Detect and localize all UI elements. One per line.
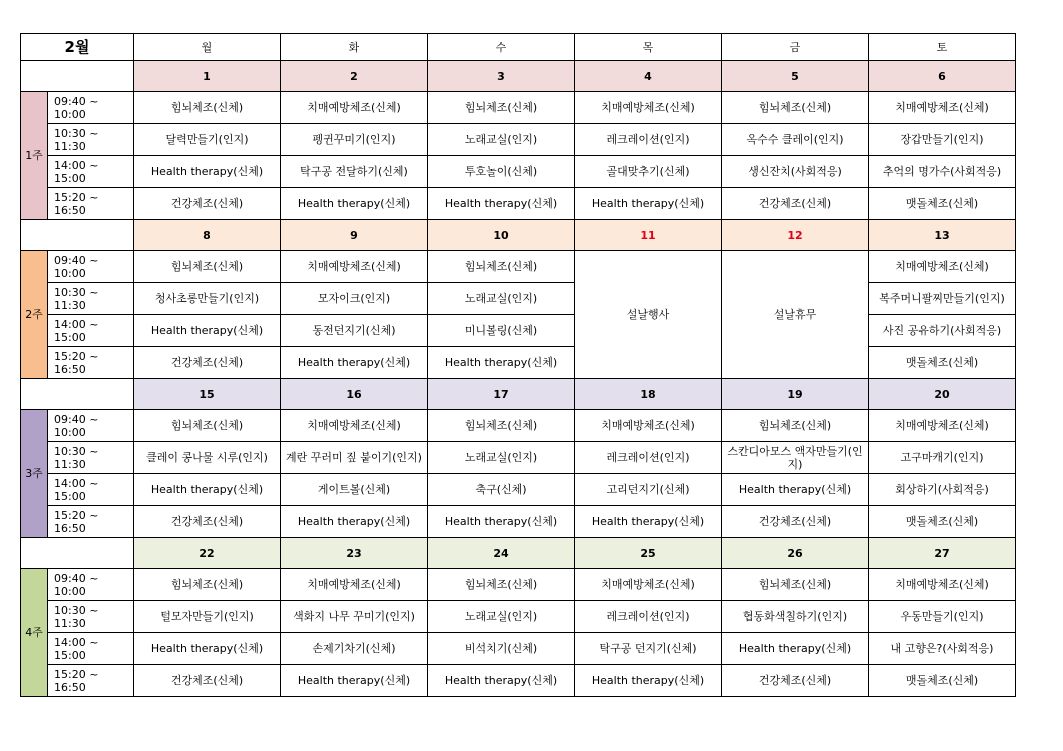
date-cell: 25 [575,538,722,569]
time-slot-row [21,569,1016,601]
date-row [21,220,1016,251]
time-slot-row [21,665,1016,697]
monthly-schedule-table [20,33,1016,697]
activity-cell: 건강체조(신체) [134,665,281,697]
activity-cell: 게이트볼(신체) [281,474,428,506]
activity-cell: Health therapy(신체) [134,156,281,188]
time-slot-row [21,92,1016,124]
activity-cell: 청사초롱만들기(인지) [134,283,281,315]
activity-cell: 장갑만들기(인지) [869,124,1016,156]
time-slot-row [21,124,1016,156]
time-slot: 09:40 ~ 10:00 [48,569,134,601]
time-slot: 14:00 ~ 15:00 [48,156,134,188]
date-cell: 6 [869,61,1016,92]
date-cell: 10 [428,220,575,251]
day-header-thu: 목 [575,34,722,61]
activity-cell: 고구마캐기(인지) [869,442,1016,474]
time-slot: 10:30 ~ 11:30 [48,601,134,633]
activity-cell: 치매예방체조(신체) [281,92,428,124]
activity-cell: 치매예방체조(신체) [869,410,1016,442]
activity-cell: 모자이크(인지) [281,283,428,315]
activity-cell: 복주머니팔찌만들기(인지) [869,283,1016,315]
activity-cell: 고리던지기(신체) [575,474,722,506]
week-label: 3주 [21,410,48,538]
week-label: 2주 [21,251,48,379]
activity-cell: 치매예방체조(신체) [575,410,722,442]
activity-cell: 건강체조(신체) [134,347,281,379]
activity-cell: 치매예방체조(신체) [869,569,1016,601]
activity-cell: Health therapy(신체) [575,665,722,697]
time-slot-row [21,156,1016,188]
time-slot-row [21,601,1016,633]
activity-cell: Health therapy(신체) [575,506,722,538]
activity-cell: 치매예방체조(신체) [869,92,1016,124]
activity-cell: 힘뇌체조(신체) [134,92,281,124]
day-header-wed: 수 [428,34,575,61]
date-cell: 20 [869,379,1016,410]
activity-cell: 레크레이션(인지) [575,601,722,633]
activity-cell: Health therapy(신체) [575,188,722,220]
activity-cell: 치매예방체조(신체) [575,569,722,601]
date-cell: 15 [134,379,281,410]
activity-cell: 동전던지기(신체) [281,315,428,347]
activity-cell: Health therapy(신체) [428,347,575,379]
date-cell: 13 [869,220,1016,251]
activity-cell: 축구(신체) [428,474,575,506]
date-cell: 24 [428,538,575,569]
month-title: 2월 [21,34,134,61]
date-cell: 18 [575,379,722,410]
activity-cell: 생신잔치(사회적응) [722,156,869,188]
activity-cell: 노래교실(인지) [428,601,575,633]
activity-cell: 탁구공 던지기(신체) [575,633,722,665]
activity-cell: 치매예방체조(신체) [869,251,1016,283]
time-slot: 10:30 ~ 11:30 [48,283,134,315]
activity-cell: Health therapy(신체) [134,633,281,665]
activity-cell: 건강체조(신체) [134,506,281,538]
activity-cell: 투호놀이(신체) [428,156,575,188]
time-slot: 14:00 ~ 15:00 [48,315,134,347]
activity-cell: 옥수수 클레이(인지) [722,124,869,156]
date-cell: 22 [134,538,281,569]
activity-cell: 협동화색칠하기(인지) [722,601,869,633]
activity-cell: 힘뇌체조(신체) [428,92,575,124]
activity-cell: 치매예방체조(신체) [281,410,428,442]
activity-cell: Health therapy(신체) [281,665,428,697]
date-cell: 5 [722,61,869,92]
activity-cell: 힘뇌체조(신체) [428,410,575,442]
activity-cell: 색화지 나무 꾸미기(인지) [281,601,428,633]
activity-cell: Health therapy(신체) [281,347,428,379]
date-cell: 3 [428,61,575,92]
activity-cell: 노래교실(인지) [428,442,575,474]
activity-cell: 맷돌체조(신체) [869,347,1016,379]
time-slot-row [21,474,1016,506]
day-header-sat: 토 [869,34,1016,61]
date-cell: 1 [134,61,281,92]
day-header-tue: 화 [281,34,428,61]
date-row-spacer [21,379,134,410]
activity-cell: 힘뇌체조(신체) [134,251,281,283]
time-slot: 09:40 ~ 10:00 [48,92,134,124]
time-slot: 14:00 ~ 15:00 [48,474,134,506]
activity-cell: 스칸디아모스 액자만들기(인지) [722,442,869,474]
date-row [21,538,1016,569]
day-header-mon: 월 [134,34,281,61]
date-row-spacer [21,61,134,92]
activity-cell: Health therapy(신체) [428,188,575,220]
date-cell: 26 [722,538,869,569]
activity-cell: Health therapy(신체) [281,506,428,538]
activity-cell: 손제기차기(신체) [281,633,428,665]
activity-cell: Health therapy(신체) [722,633,869,665]
activity-cell: 우동만들기(인지) [869,601,1016,633]
activity-cell: Health therapy(신체) [722,474,869,506]
activity-cell: 회상하기(사회적응) [869,474,1016,506]
holiday-off-cell: 설날휴무 [722,251,869,379]
activity-cell: 펭귄꾸미기(인지) [281,124,428,156]
time-slot: 15:20 ~ 16:50 [48,188,134,220]
time-slot: 10:30 ~ 11:30 [48,442,134,474]
date-cell: 27 [869,538,1016,569]
date-cell: 16 [281,379,428,410]
activity-cell: Health therapy(신체) [428,665,575,697]
activity-cell: Health therapy(신체) [281,188,428,220]
activity-cell: 힘뇌체조(신체) [134,569,281,601]
activity-cell: 추억의 명가수(사회적응) [869,156,1016,188]
activity-cell: 사진 공유하기(사회적응) [869,315,1016,347]
time-slot: 10:30 ~ 11:30 [48,124,134,156]
date-cell: 11 [575,220,722,251]
time-slot: 09:40 ~ 10:00 [48,410,134,442]
activity-cell: 레크레이션(인지) [575,442,722,474]
date-cell: 9 [281,220,428,251]
activity-cell: 건강체조(신체) [722,188,869,220]
day-header-fri: 금 [722,34,869,61]
time-slot: 09:40 ~ 10:00 [48,251,134,283]
date-cell: 19 [722,379,869,410]
time-slot: 15:20 ~ 16:50 [48,665,134,697]
time-slot-row [21,251,1016,283]
time-slot-row [21,633,1016,665]
holiday-event-cell: 설날행사 [575,251,722,379]
date-row-spacer [21,538,134,569]
activity-cell: 힘뇌체조(신체) [722,569,869,601]
activity-cell: 힘뇌체조(신체) [428,251,575,283]
date-cell: 4 [575,61,722,92]
time-slot-row [21,506,1016,538]
activity-cell: Health therapy(신체) [134,474,281,506]
activity-cell: 건강체조(신체) [134,188,281,220]
activity-cell: 털모자만들기(인지) [134,601,281,633]
activity-cell: 힘뇌체조(신체) [134,410,281,442]
activity-cell: 미니볼링(신체) [428,315,575,347]
header-row [21,34,1016,61]
time-slot: 15:20 ~ 16:50 [48,506,134,538]
week-label: 4주 [21,569,48,697]
activity-cell: Health therapy(신체) [428,506,575,538]
activity-cell: 탁구공 전달하기(신체) [281,156,428,188]
activity-cell: Health therapy(신체) [134,315,281,347]
activity-cell: 힘뇌체조(신체) [428,569,575,601]
activity-cell: 힘뇌체조(신체) [722,410,869,442]
activity-cell: 맷돌체조(신체) [869,188,1016,220]
date-row [21,379,1016,410]
time-slot-row [21,410,1016,442]
time-slot-row [21,442,1016,474]
activity-cell: 계란 꾸러미 짚 붙이기(인지) [281,442,428,474]
date-cell: 8 [134,220,281,251]
activity-cell: 노래교실(인지) [428,283,575,315]
activity-cell: 맷돌체조(신체) [869,506,1016,538]
activity-cell: 맷돌체조(신체) [869,665,1016,697]
activity-cell: 레크레이션(인지) [575,124,722,156]
time-slot: 15:20 ~ 16:50 [48,347,134,379]
date-cell: 23 [281,538,428,569]
week-label: 1주 [21,92,48,220]
date-cell: 17 [428,379,575,410]
activity-cell: 힘뇌체조(신체) [722,92,869,124]
time-slot-row [21,188,1016,220]
date-cell: 12 [722,220,869,251]
activity-cell: 클레이 콩나물 시루(인지) [134,442,281,474]
activity-cell: 건강체조(신체) [722,506,869,538]
activity-cell: 비석치기(신체) [428,633,575,665]
activity-cell: 치매예방체조(신체) [281,569,428,601]
date-cell: 2 [281,61,428,92]
activity-cell: 달력만들기(인지) [134,124,281,156]
activity-cell: 내 고향은?(사회적응) [869,633,1016,665]
activity-cell: 치매예방체조(신체) [281,251,428,283]
activity-cell: 건강체조(신체) [722,665,869,697]
time-slot: 14:00 ~ 15:00 [48,633,134,665]
activity-cell: 노래교실(인지) [428,124,575,156]
date-row-spacer [21,220,134,251]
activity-cell: 치매예방체조(신체) [575,92,722,124]
activity-cell: 골대맞추기(신체) [575,156,722,188]
date-row [21,61,1016,92]
